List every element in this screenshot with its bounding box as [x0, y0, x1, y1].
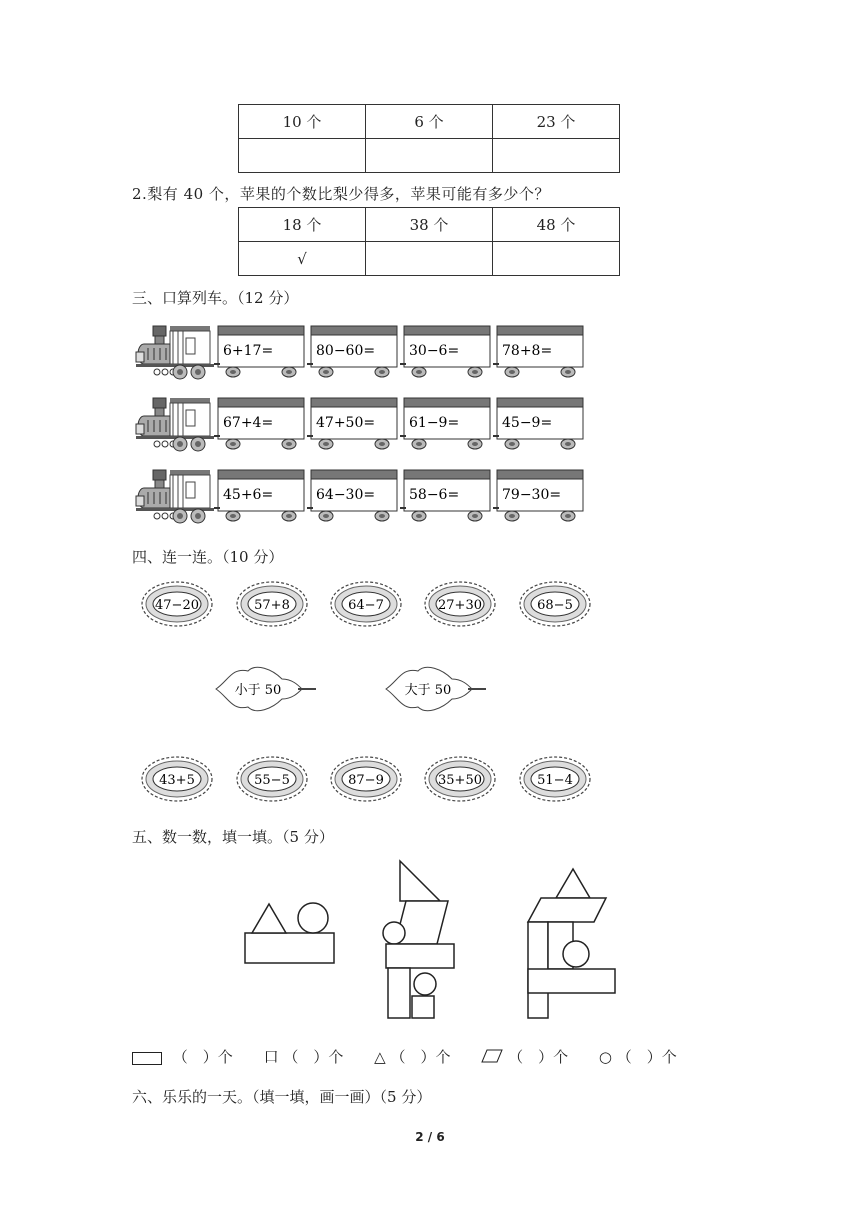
svg-text:87−9: 87−9	[348, 773, 384, 788]
train-1	[136, 326, 583, 379]
section-4-title: 四、连一连。（10 分）	[132, 548, 284, 566]
train-car-expression: 80−60=	[316, 343, 376, 359]
train-3	[136, 470, 583, 523]
train-car-expression: 78+8=	[502, 343, 553, 359]
train-car-expression: 67+4=	[223, 415, 274, 431]
train-car-expression: 58−6=	[409, 487, 460, 503]
svg-text:大于 50: 大于 50	[404, 683, 452, 698]
train-car-expression: 64−30=	[316, 487, 376, 503]
circle-count-blank[interactable]: （ ）个	[616, 1048, 677, 1066]
flower-option[interactable]	[237, 582, 307, 626]
question-2-text: 2.梨有 40 个，苹果的个数比梨少得多，苹果可能有多少个？	[132, 185, 550, 203]
train-car-expression: 30−6=	[409, 343, 460, 359]
train-car-expression: 45−9=	[502, 415, 553, 431]
flower-option[interactable]	[142, 582, 212, 626]
page-number: 2 / 6	[415, 1130, 445, 1144]
bottom-flowers	[142, 757, 590, 801]
section-3-title: 三、口算列车。（12 分）	[132, 289, 299, 307]
flower-option[interactable]	[520, 757, 590, 801]
answer-cell[interactable]	[366, 139, 493, 173]
triangle-count-blank[interactable]: （ ）个	[390, 1048, 451, 1066]
rectangle-count-blank[interactable]: （ ）个	[172, 1048, 233, 1066]
svg-text:55−5: 55−5	[254, 773, 290, 788]
top-flowers	[142, 582, 590, 626]
triangle-shape	[252, 904, 286, 933]
flower-option[interactable]	[237, 757, 307, 801]
section-5-title: 五、数一数，填一填。（5 分）	[132, 828, 334, 846]
locomotive-icon	[136, 398, 214, 451]
svg-text:51−4: 51−4	[537, 773, 573, 788]
circle-shape	[298, 903, 328, 933]
train-2	[136, 398, 583, 451]
answer-cell[interactable]	[493, 242, 620, 276]
flower-option[interactable]	[425, 582, 495, 626]
options-table-1	[238, 104, 620, 173]
triangle-icon: △	[374, 1048, 386, 1066]
flower-option[interactable]	[331, 582, 401, 626]
rectangle-shape	[528, 969, 615, 993]
option-cell: 38 个	[366, 208, 493, 242]
parallelogram-shape	[528, 898, 606, 922]
flower-option[interactable]	[142, 757, 212, 801]
train-car-expression: 79−30=	[502, 487, 562, 503]
option-cell: 48 个	[493, 208, 620, 242]
circle-icon: ○	[598, 1048, 612, 1066]
leaf-less-than-50[interactable]	[216, 667, 316, 710]
rectangle-shape	[386, 944, 454, 968]
option-cell: 6 个	[366, 105, 493, 139]
svg-text:27+30: 27+30	[438, 598, 482, 613]
svg-text:64−7: 64−7	[348, 598, 384, 613]
locomotive-icon	[136, 470, 214, 523]
shapes-panel	[238, 856, 622, 1026]
svg-text:47−20: 47−20	[155, 598, 199, 613]
option-cell: 23 个	[493, 105, 620, 139]
square-shape	[412, 996, 434, 1018]
answer-cell[interactable]	[366, 242, 493, 276]
locomotive-icon	[136, 326, 214, 379]
matching-figure	[130, 578, 602, 808]
option-cell: 18 个	[239, 208, 366, 242]
parallelogram-icon	[481, 1049, 503, 1067]
rectangle-shape	[388, 968, 410, 1018]
answer-cell[interactable]: √	[239, 242, 366, 276]
option-cell: 10 个	[239, 105, 366, 139]
answer-cell[interactable]	[493, 139, 620, 173]
triangle-shape	[400, 861, 440, 901]
flower-option[interactable]	[520, 582, 590, 626]
matching-panel	[130, 578, 602, 808]
train-car-expression: 6+17=	[223, 343, 274, 359]
svg-text:小于 50: 小于 50	[234, 683, 282, 698]
flower-option[interactable]	[425, 757, 495, 801]
triangle-shape	[556, 869, 590, 898]
options-table-2	[238, 207, 620, 276]
parallelogram-count-blank[interactable]: （ ）个	[508, 1048, 569, 1066]
section-6-title: 六、乐乐的一天。（填一填，画一画）（5 分）	[132, 1088, 432, 1106]
train-car-expression: 45+6=	[223, 487, 274, 503]
answer-cell[interactable]	[239, 139, 366, 173]
svg-text:35+50: 35+50	[438, 773, 482, 788]
square-count-blank[interactable]: （ ）个	[283, 1048, 344, 1066]
train-panel	[132, 318, 590, 526]
train-car-expression: 61−9=	[409, 415, 460, 431]
shape-count-row	[132, 1046, 677, 1067]
circle-shape	[563, 941, 589, 967]
circle-shape	[414, 973, 436, 995]
svg-text:68−5: 68−5	[537, 598, 573, 613]
svg-text:57+8: 57+8	[254, 598, 290, 613]
rectangle-icon	[132, 1052, 162, 1065]
flower-option[interactable]	[331, 757, 401, 801]
shapes-figure	[238, 856, 622, 1026]
leaf-greater-than-50[interactable]	[386, 667, 486, 710]
square-icon: 口	[263, 1048, 279, 1066]
rectangle-shape	[245, 933, 334, 963]
trains-figure	[132, 318, 590, 526]
svg-text:43+5: 43+5	[159, 773, 195, 788]
circle-shape	[383, 922, 405, 944]
train-car-expression: 47+50=	[316, 415, 376, 431]
